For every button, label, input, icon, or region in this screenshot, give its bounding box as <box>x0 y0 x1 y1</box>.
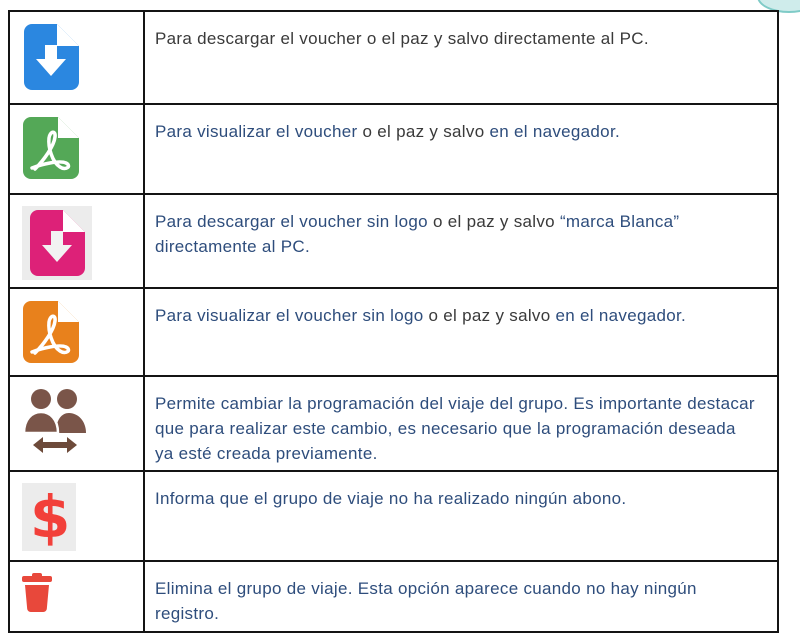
dollar-sign-glyph: $ <box>30 483 69 551</box>
icon-cell <box>10 377 145 470</box>
icon-cell <box>10 289 145 375</box>
description-segment: Para descargar el voucher sin logo <box>155 212 433 231</box>
description-segment: Para visualizar el voucher sin logo <box>155 306 429 325</box>
row-description <box>145 195 777 287</box>
description-segment: “marca Blanca” directamente al PC. <box>155 212 680 256</box>
table-row <box>10 195 777 289</box>
description-text <box>155 486 759 511</box>
description-text <box>155 209 759 259</box>
icon-cell <box>10 562 145 631</box>
icon-cell <box>10 12 145 103</box>
table-row <box>10 377 777 472</box>
view-voucher-pdf-icon <box>22 116 80 180</box>
row-description <box>145 472 777 560</box>
description-text <box>155 391 759 466</box>
description-text <box>155 119 759 144</box>
description-segment: en el navegador. <box>489 122 620 141</box>
row-description <box>145 289 777 375</box>
delete-group-icon <box>22 573 52 615</box>
table-row <box>10 12 777 105</box>
row-description <box>145 105 777 193</box>
table-row <box>10 472 777 562</box>
description-segment: Informa que el grupo de viaje no ha realizado ningún abono. <box>155 489 627 508</box>
icon-cell <box>10 472 145 560</box>
description-segment: o el paz y salvo <box>432 212 560 231</box>
description-segment: Para visualizar el voucher <box>155 122 363 141</box>
table-row <box>10 562 777 631</box>
download-voucher-nologo-icon <box>22 206 92 280</box>
row-description <box>145 562 777 631</box>
description-segment: o el paz y salvo <box>428 306 556 325</box>
icon-legend-table <box>8 10 779 633</box>
description-text <box>155 26 759 51</box>
description-segment: Permite cambiar la programación del viaje del grupo. Es importante destacar que para realizar este cambio, es necesario que la programación deseada ya esté creada previamente. <box>155 394 755 463</box>
description-segment: Para descargar el voucher o el paz y salvo directamente al PC. <box>155 29 649 48</box>
change-group-schedule-icon <box>22 388 88 454</box>
description-text <box>155 576 759 626</box>
table-row <box>10 105 777 195</box>
table-row <box>10 289 777 377</box>
icon-cell <box>10 105 145 193</box>
description-segment: Elimina el grupo de viaje. Esta opción aparece cuando no hay ningún registro. <box>155 579 697 623</box>
description-segment: o el paz y salvo <box>362 122 490 141</box>
description-text <box>155 303 759 328</box>
view-voucher-nologo-pdf-icon <box>22 300 80 364</box>
description-segment: en el navegador. <box>555 306 687 325</box>
icon-cell <box>10 195 145 287</box>
row-description <box>145 377 777 470</box>
row-description <box>145 12 777 103</box>
no-payment-icon <box>22 483 76 551</box>
download-voucher-icon <box>22 23 80 91</box>
